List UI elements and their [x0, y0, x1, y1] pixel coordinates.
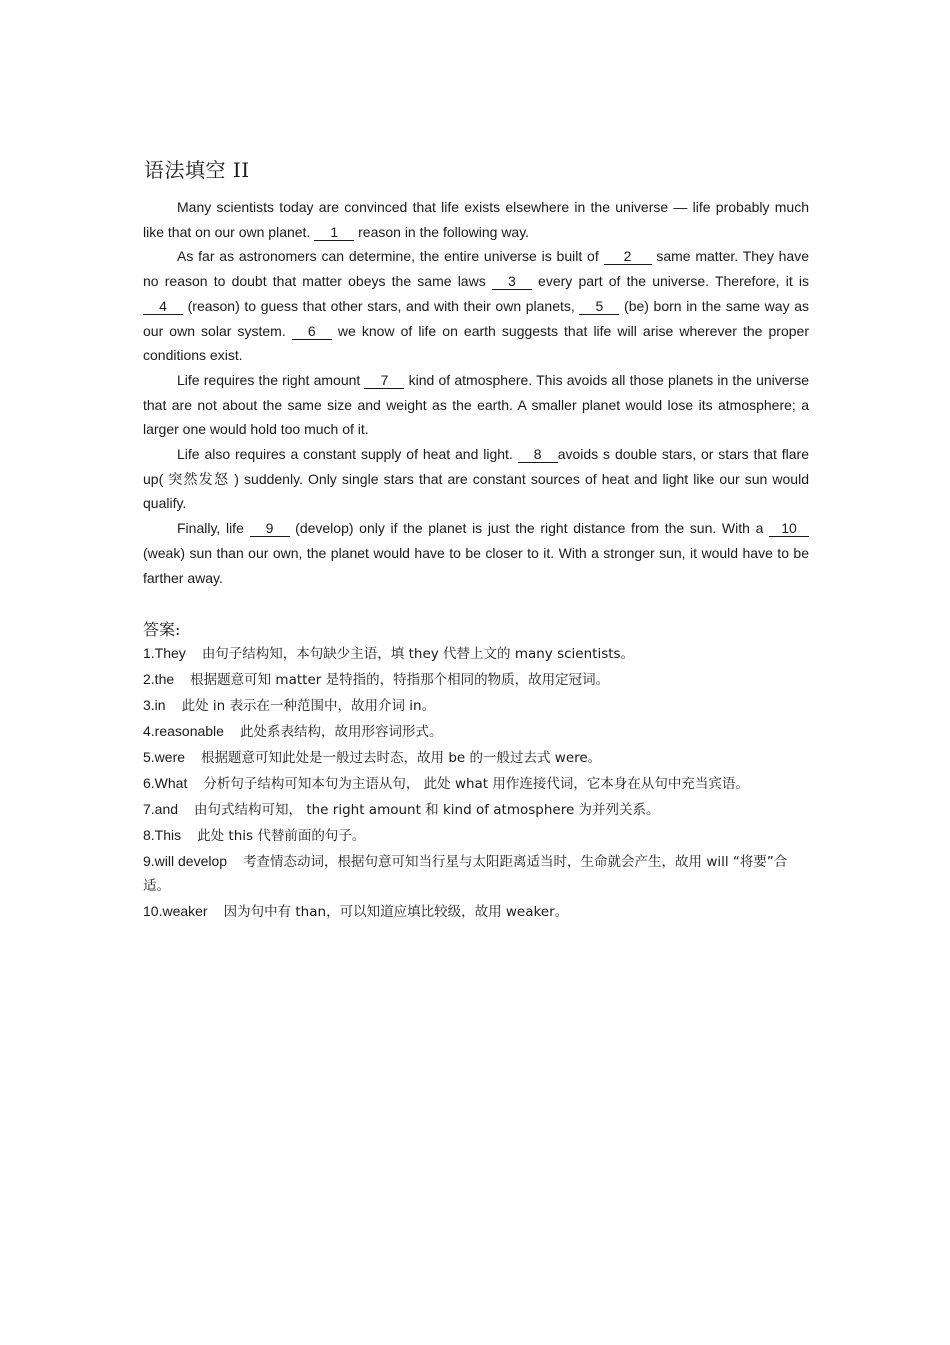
paragraph-4	[143, 442, 809, 516]
blank-4: 4	[143, 299, 183, 315]
answer-item	[143, 694, 793, 718]
answer-item	[143, 900, 793, 924]
answers-heading: 答案:	[143, 620, 181, 639]
answer-explanation: 由句子结构知，本句缺少主语，填 they 代替上文的 many scientists。	[201, 646, 635, 662]
cloze-passage	[143, 195, 809, 590]
paragraph-5	[143, 516, 809, 590]
answer-key: 9.will develop	[143, 853, 228, 869]
paragraph-text: reason in the following way.	[354, 223, 530, 240]
paragraph-text: Finally, life	[177, 520, 250, 537]
section-title: 语法填空 II	[144, 158, 250, 182]
paragraph-1	[143, 195, 809, 244]
answer-key: 5.were	[143, 749, 186, 765]
answer-item	[143, 772, 793, 796]
answer-item	[143, 798, 793, 822]
blank-6: 6	[292, 324, 332, 340]
answer-explanation: 根据题意可知 matter 是特指的，特指那个相同的物质，故用定冠词。	[190, 672, 610, 688]
answer-key: 8.This	[143, 827, 182, 843]
answer-item	[143, 642, 793, 666]
answer-list	[143, 642, 793, 926]
answer-explanation: 根据题意可知此处是一般过去时态，故用 be 的一般过去式 were。	[201, 750, 602, 766]
blank-8: 8	[518, 447, 558, 463]
paragraph-text: kind of atmosphere. This avoids all those planets in the universe that are not about the same size and weight as the earth. A smaller planet would lose its atmosphere; a larger one would hold too much of it.	[143, 371, 809, 438]
answer-explanation: 此处系表结构，故用形容词形式。	[239, 724, 443, 740]
answer-key: 7.and	[143, 801, 179, 817]
paragraph-text: we know of life on earth suggests that life will arise wherever the proper conditions exist.	[143, 322, 809, 364]
answer-key: 10.weaker	[143, 902, 208, 919]
answer-explanation: 此处 this 代替前面的句子。	[197, 828, 366, 844]
answer-explanation: 分析句子结构可知本句为主语从句， 此处 what 用作连接代词，它本身在从句中充当宾语。	[203, 776, 749, 792]
answer-item	[143, 746, 793, 770]
paragraph-text: (be) born in the same way as our own solar system.	[143, 297, 809, 339]
answer-item	[143, 850, 793, 897]
answer-key: 6.What	[143, 775, 188, 791]
blank-7: 7	[364, 373, 404, 389]
answer-key: 4.reasonable	[143, 723, 224, 739]
paragraph-text: Life requires the right amount	[177, 371, 365, 388]
answer-key: 2.the	[143, 671, 175, 687]
answer-item	[143, 824, 793, 848]
answer-item	[143, 668, 793, 692]
blank-2: 2	[604, 249, 652, 265]
paragraph-text: (develop) only if the planet is just the right distance from the sun. With a	[289, 520, 770, 537]
paragraph-2	[143, 244, 809, 368]
answer-key: 1.They	[143, 645, 186, 661]
blank-9: 9	[250, 521, 290, 537]
answer-item	[143, 720, 793, 744]
paragraph-3	[143, 368, 809, 442]
paragraph-text: (weak) sun than our own, the planet would have to be closer to it. With a stronger sun, it would have to be farther away.	[143, 544, 809, 586]
blank-5: 5	[579, 299, 619, 315]
paragraph-text: Life also requires a constant supply of heat and light.	[177, 446, 518, 463]
answer-key: 3.in	[143, 697, 166, 713]
blank-1: 1	[314, 225, 354, 241]
answer-explanation: 由句式结构可知， the right amount 和 kind of atmosphere 为并列关系。	[194, 802, 660, 818]
answer-explanation: 此处 in 表示在一种范围中，故用介词 in。	[181, 698, 436, 714]
paragraph-text: every part of the universe. Therefore, it is	[531, 273, 809, 290]
paragraph-text: As far as astronomers can determine, the entire universe is built of	[177, 248, 604, 265]
blank-3: 3	[492, 274, 532, 290]
paragraph-text: avoids s double stars, or stars that flare up( 突然发怒 ) suddenly. Only single stars that are constant sources of heat and light like our sun would qualify.	[143, 446, 809, 512]
answer-explanation: 因为句中有 than，可以知道应填比较级，故用 weaker。	[223, 903, 569, 920]
paragraph-text: same matter. They have no reason to doubt that matter obeys the same laws	[143, 248, 809, 290]
answer-explanation: 考查情态动词，根据句意可知当行星与太阳距离适当时，生命就会产生，故用 will “将要”合适。	[143, 854, 788, 894]
blank-10: 10	[769, 521, 809, 537]
paragraph-text: Many scientists today are convinced that life exists elsewhere in the universe — life probably much like that on our own planet.	[143, 199, 809, 240]
paragraph-text: (reason) to guess that other stars, and with their own planets,	[183, 297, 580, 314]
